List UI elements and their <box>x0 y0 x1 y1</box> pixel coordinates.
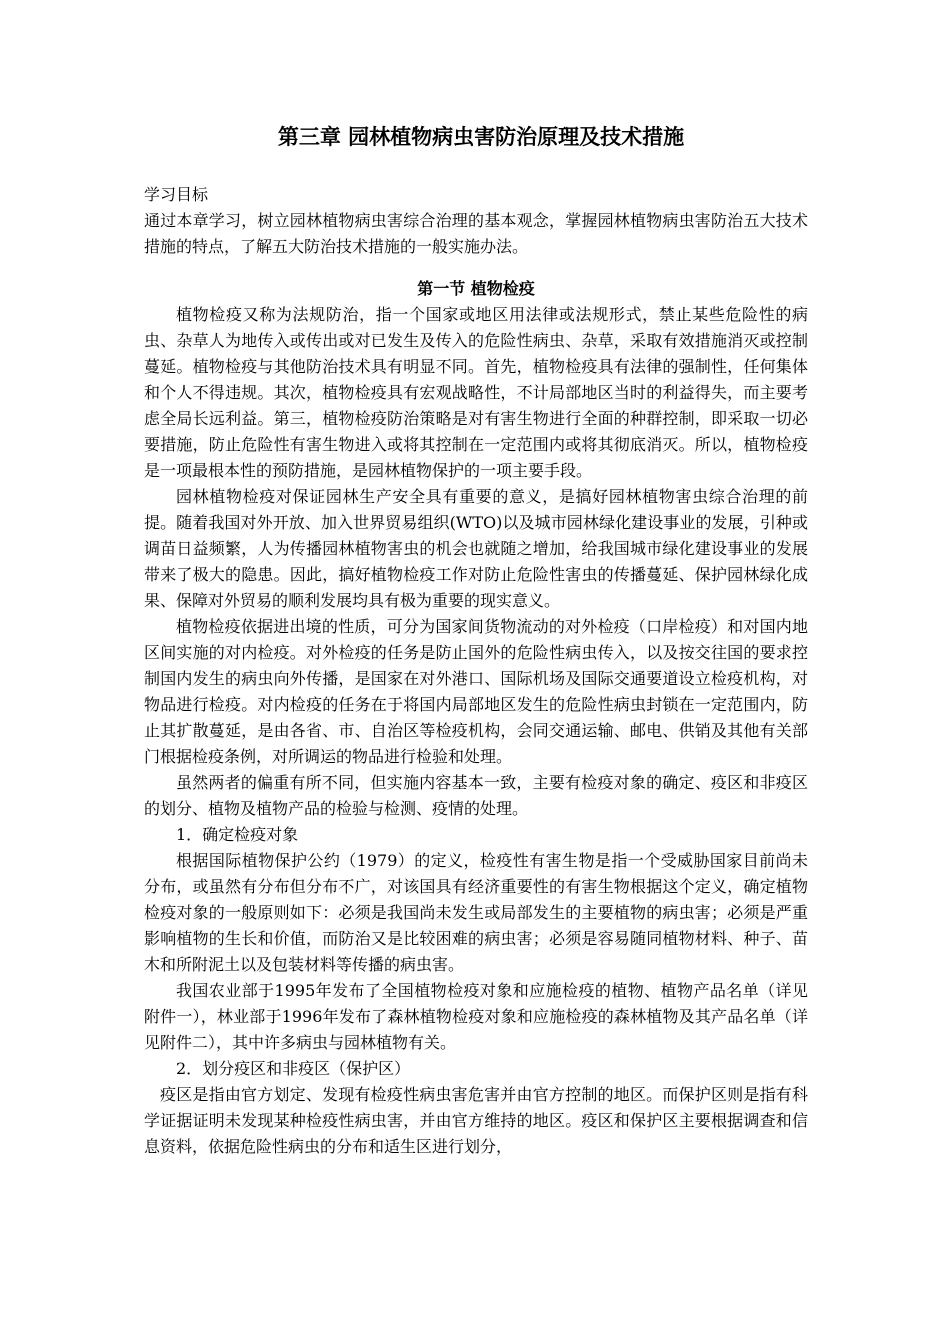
paragraph: 植物检疫依据进出境的性质，可分为国家间货物流动的对外检疫（口岸检疫）和对国内地区间实施的对内检疫。对外检疫的任务是防止国外的危险性病虫传入，以及按交往国的要求控制国内发生的病虫向外传播，是国家在对外港口、国际机场及国际交通要道设立检疫机构，对物品进行检疫。对内检疫的任务在于将国内局部地区发生的危险性病虫封锁在一定范围内，防止其扩散蔓延，是由各省、市、自治区等检疫机构，会同交通运输、邮电、供销及其他有关部门根据检疫条例，对所调运的物品进行检验和处理。 <box>144 617 808 766</box>
paragraph: 虽然两者的偏重有所不同，但实施内容基本一致，主要有检疫对象的确定、疫区和非疫区的划分、植物及植物产品的检验与检测、疫情的处理。 <box>144 773 808 818</box>
paragraph: 我国农业部于1995年发布了全国植物检疫对象和应施检疫的植物、植物产品名单（详见附件一），林业部于1996年发布了森林植物检疫对象和应施检疫的森林植物及其产品名单（详见附件二），其中许多病虫与园林植物有关。 <box>144 981 808 1052</box>
chapter-title: 第三章 园林植物病虫害防治原理及技术措施 <box>277 124 685 149</box>
paragraph: 园林植物检疫对保证园林生产安全具有重要的意义，是搞好园林植物害虫综合治理的前提。随着我国对外开放、加入世界贸易组织(WTO)以及城市园林绿化建设事业的发展，引种或调苗日益频繁，人为传播园林植物害虫的机会也就随之增加，给我国城市绿化建设事业的发展带来了极大的隐患。因此，搞好植物检疫工作对防止危险性害虫的传播蔓延、保护园林绿化成果、保障对外贸易的顺利发展均具有极为重要的现实意义。 <box>144 487 808 610</box>
subheading-determine-quarantine-objects: 1．确定检疫对象 <box>176 825 299 844</box>
paragraph: 疫区是指由官方划定、发现有检疫性病虫害危害并由官方控制的地区。而保护区则是指有科学证据证明未发现某种检疫性病虫害，并由官方维持的地区。疫区和保护区主要根据调查和信息资料，依据危险性病虫的分布和适生区进行划分， <box>144 1085 808 1156</box>
paragraph: 植物检疫又称为法规防治，指一个国家或地区用法律或法规形式，禁止某些危险性的病虫、杂草人为地传入或传出或对已发生及传入的危险性病虫、杂草，采取有效措施消灭或控制蔓延。植物检疫与其他防治技术具有明显不同。首先，植物检疫具有法律的强制性，任何集体和个人不得违规。其次，植物检疫具有宏观战略性，不计局部地区当时的利益得失，而主要考虑全局长远利益。第三，植物检疫防治策略是对有害生物进行全面的种群控制，即采取一切必要措施，防止危险性有害生物进入或将其控制在一定范围内或将其彻底消灭。所以，植物检疫是一项最根本性的预防措施，是园林植物保护的一项主要手段。 <box>144 305 808 480</box>
document-body <box>144 122 808 1160</box>
paragraph: 根据国际植物保护公约（1979）的定义，检疫性有害生物是指一个受威胁国家目前尚未分布，或虽然有分布但分布不广，对该国具有经济重要性的有害生物根据这个定义，确定植物检疫对象的一般原则如下：必须是我国尚未发生或局部发生的主要植物的病虫害；必须是严重影响植物的生长和价值，而防治又是比较困难的病虫害；必须是容易随同植物材料、种子、苗木和所附泥土以及包装材料等传播的病虫害。 <box>144 851 808 974</box>
subheading-divide-zones: 2．划分疫区和非疫区（保护区） <box>176 1059 411 1078</box>
objective-text: 通过本章学习，树立园林植物病虫害综合治理的基本观念，掌握园林植物病虫害防治五大技术措施的特点，了解五大防治技术措施的一般实施办法。 <box>144 211 808 256</box>
section-title: 第一节 植物检疫 <box>417 279 535 298</box>
objective-label: 学习目标 <box>144 185 209 204</box>
